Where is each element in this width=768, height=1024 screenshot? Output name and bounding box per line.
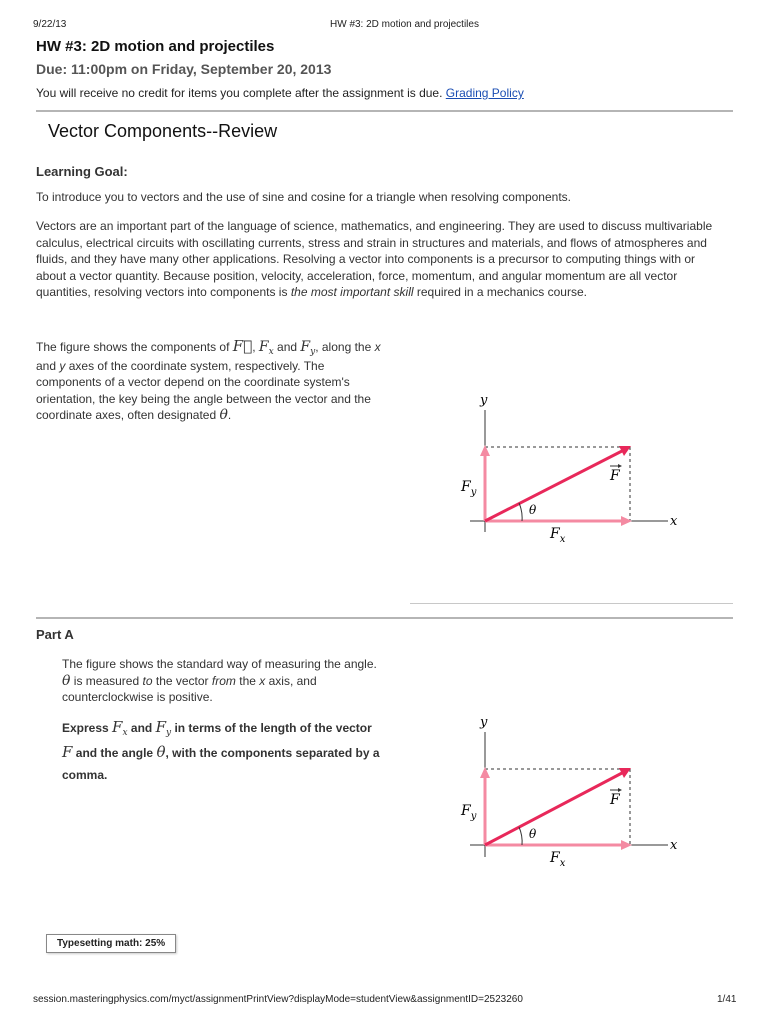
footer-url: session.masteringphysics.com/myct/assignmentPrintView?displayMode=studentView&assignmentID=2523260 [33,994,523,1005]
Fy-label-2: $F_y$ [461,803,477,822]
figure-divider [410,603,733,604]
F-label-2: F [610,792,620,808]
intro-text-end: required in a mechanics course. [416,285,587,299]
x-label-2: x [670,838,678,853]
intro-text: Vectors are an important part of the language of science, mathematics, and engineering. They are used to discuss multivariable calculus, electrical circuits with oscillating currents, stress and strain in structures and materials, and flows of atmospheres and fluids, and they have many other applications. Resolving a vector into components is a precursor to computing things with or about a vector quantity. Because position, velocity, acceleration, force, momentum, and angular momentum are all vector quantities, resolving vectors into components is [36,219,713,299]
angle-arc-2 [519,827,522,845]
fig-text-2: , along the [315,340,372,354]
fig-x: x [374,340,381,354]
assignment-title: HW #3: 2D motion and projectiles [36,38,275,55]
Fx-symbol-2: $F_x$ [112,718,128,738]
Fx-label: $F_x$ [550,526,566,545]
F-arrow-over-tip-2 [618,788,622,792]
angle-arc [519,503,522,521]
theta-symbol: θ [219,407,228,423]
figure-description: The figure shows the components of F⃗, $F_x$ and $F_y$, along the x and y axes of the coordinate system, respectively. The components of a vector depend on the coordinate system's orientation, the key being the angle between the vector and the coordinate axes, often designated θ. [36,337,381,423]
part-divider [36,617,733,619]
Fx-label-2: $F_x$ [550,850,566,869]
part-a-heading: Part A [36,627,74,642]
Fy-label: $F_y$ [461,479,477,498]
learning-goal-heading: Learning Goal: [36,164,128,179]
print-date: 9/22/13 [33,19,67,30]
Fy-symbol: $F_y$ [300,339,316,357]
rest-text: , with the components separated by a comma. [62,746,380,782]
part-a-text-4: the [239,673,256,688]
page-number: 1/41 [717,994,737,1005]
theta-symbol-2: θ [62,672,71,689]
intro-paragraph [36,218,726,301]
fig-text: The figure shows the components of [36,340,230,354]
part-a-x: x [259,673,266,688]
part-a-from: from [211,673,236,688]
grading-policy-link[interactable]: Grading Policy [445,86,524,100]
theta-label: θ [529,503,537,517]
theta-label-2: θ [529,827,537,841]
express-text: Express [62,721,109,735]
Fy-arrowhead-2 [480,767,490,778]
late-notice [36,86,524,100]
part-a-to: to [142,673,153,688]
F-arrow-over-tip [618,464,622,468]
Fy-arrowhead [480,445,490,456]
vector-components-figure-2 [440,712,700,872]
part-a-text-3: the vector [155,673,209,688]
part-a-text-5: axis, and counterclockwise is positive. [62,673,317,704]
part-a-text-2: is measured [73,673,140,688]
typesetting-status: Typesetting math: 25% [46,934,176,953]
due-date: Due: 11:00pm on Friday, September 20, 2013 [36,61,332,77]
y-label-2: y [480,715,488,730]
fig-and: and [277,340,298,354]
learning-goal-text: To introduce you to vectors and the use of sine and cosine for a triangle when resolving components. [36,190,571,204]
x-label: x [670,514,678,529]
vector-F-symbol: F⃗ [232,337,253,355]
part-a-question [62,716,382,786]
Fx-arrowhead [621,516,632,526]
intro-emphasis: the most important skill [290,285,414,299]
in-terms-text: in terms of the length of the vector [174,721,372,735]
late-notice-text: You will receive no credit for items you complete after the assignment is due. [36,86,443,100]
Fy-symbol-2: $F_y$ [155,718,172,738]
F-label: F [610,468,620,484]
fig-text-3: axes of the coordinate system, respectively. The components of a vector depend on the coordinate system's orientation, the key being the angle between the vector and the coordinate axes, often designated [36,358,371,422]
part-a-description [62,656,382,706]
F-symbol-2: F [62,743,73,761]
print-title: HW #3: 2D motion and projectiles [330,19,479,30]
fig-y: y [59,358,66,373]
Fx-symbol: $F_x$ [258,339,274,357]
fig-and-2: and [36,358,57,373]
part-a-text-1: The figure shows the standard way of measuring the angle. [62,657,377,671]
theta-symbol-3: θ [156,743,166,761]
F-vector [485,451,622,521]
vector-components-figure [440,390,700,550]
F-vector-2 [485,773,622,845]
and-angle-text: and the angle [75,746,154,760]
problem-title: Vector Components--Review [48,121,278,141]
header-divider [36,110,733,112]
and-text: and [130,721,153,735]
y-label: y [480,393,488,408]
